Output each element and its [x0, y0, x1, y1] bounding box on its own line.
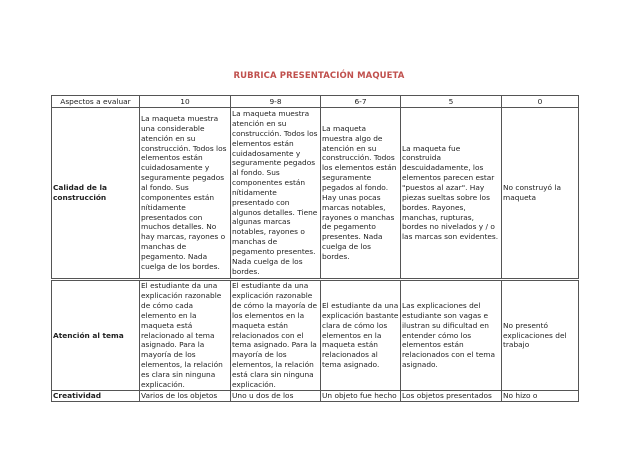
- header-score-0: 0: [502, 96, 579, 108]
- header-aspects: Aspectos a evaluar: [52, 96, 140, 108]
- cell-creativity-5: Los objetos presentados: [401, 391, 502, 402]
- cell-topic-5: Las explicaciones del estudiante son vagas e ilustran su dificultad en entender cómo los elementos están relacionados con el tema asignado.: [401, 281, 502, 391]
- cell-quality-5: La maqueta fue construida descuidadamente, los elementos parecen estar "puestos al azar". Hay piezas sueltas sobre los bordes. Rayones, manchas, rupturas, bordes no nivelados y / o las marcas son evidentes.: [401, 107, 502, 278]
- rubric-table-part-1: [51, 95, 579, 279]
- cell-topic-0: No presentó explicaciones del trabajo: [502, 281, 579, 391]
- cell-quality-6-7: La maqueta muestra algo de atención en su construcción. Todos los elementos están seguramente pegados al fondo. Hay unas pocas marcas notables, rayones o manchas de pegamento presentes. Nada cuelga de los bordes.: [321, 107, 401, 278]
- document-title: RUBRICA PRESENTACIÓN MAQUETA: [233, 71, 405, 81]
- cell-topic-6-7: El estudiante da una explicación bastante clara de cómo los elementos en la maqueta están relacionados al tema asignado.: [321, 281, 401, 391]
- cell-creativity-6-7: Un objeto fue hecho: [321, 391, 401, 402]
- header-score-5: 5: [401, 96, 502, 108]
- row-label-quality: Calidad de la construcción: [52, 107, 140, 278]
- cell-creativity-9-8: Uno u dos de los: [231, 391, 321, 402]
- header-score-9-8: 9-8: [231, 96, 321, 108]
- row-label-creativity: Creatividad: [52, 391, 140, 402]
- header-score-6-7: 6-7: [321, 96, 401, 108]
- cell-creativity-0: No hizo o: [502, 391, 579, 402]
- header-row: [52, 96, 579, 108]
- row-label-topic: Atención al tema: [52, 281, 140, 391]
- cell-quality-9-8: La maqueta muestra atención en su construcción. Todos los elementos están cuidadosamente y seguramente pegados al fondo. Sus componentes están nítidamente presentado con algunos detalles. Tiene algunas marcas notables, rayones o manchas de pegamento presentes. Nada cuelga de los bordes.: [231, 107, 321, 278]
- table-row-quality: [52, 107, 579, 278]
- cell-topic-10: El estudiante da una explicación razonable de cómo cada elemento en la maqueta está relacionado al tema asignado. Para la mayoría de los elementos, la relación es clara sin ninguna explicación.: [140, 281, 231, 391]
- cell-quality-10: La maqueta muestra una considerable atención en su construcción. Todos los elementos están cuidadosamente y seguramente pegados al fondo. Sus componentes están nítidamente presentados con muchos detalles. No hay marcas, rayones o manchas de pegamento. Nada cuelga de los bordes.: [140, 107, 231, 278]
- table-row-topic: [52, 281, 579, 391]
- header-score-10: 10: [140, 96, 231, 108]
- cell-creativity-10: Varios de los objetos: [140, 391, 231, 402]
- cell-quality-0: No construyó la maqueta: [502, 107, 579, 278]
- table-row-creativity: [52, 391, 579, 402]
- cell-topic-9-8: El estudiante da una explicación razonable de cómo la mayoría de los elementos en la maqueta están relacionados con el tema asignado. Para la mayoría de los elementos, la relación está clara sin ninguna explicación.: [231, 281, 321, 391]
- rubric-table-part-2: [51, 280, 579, 402]
